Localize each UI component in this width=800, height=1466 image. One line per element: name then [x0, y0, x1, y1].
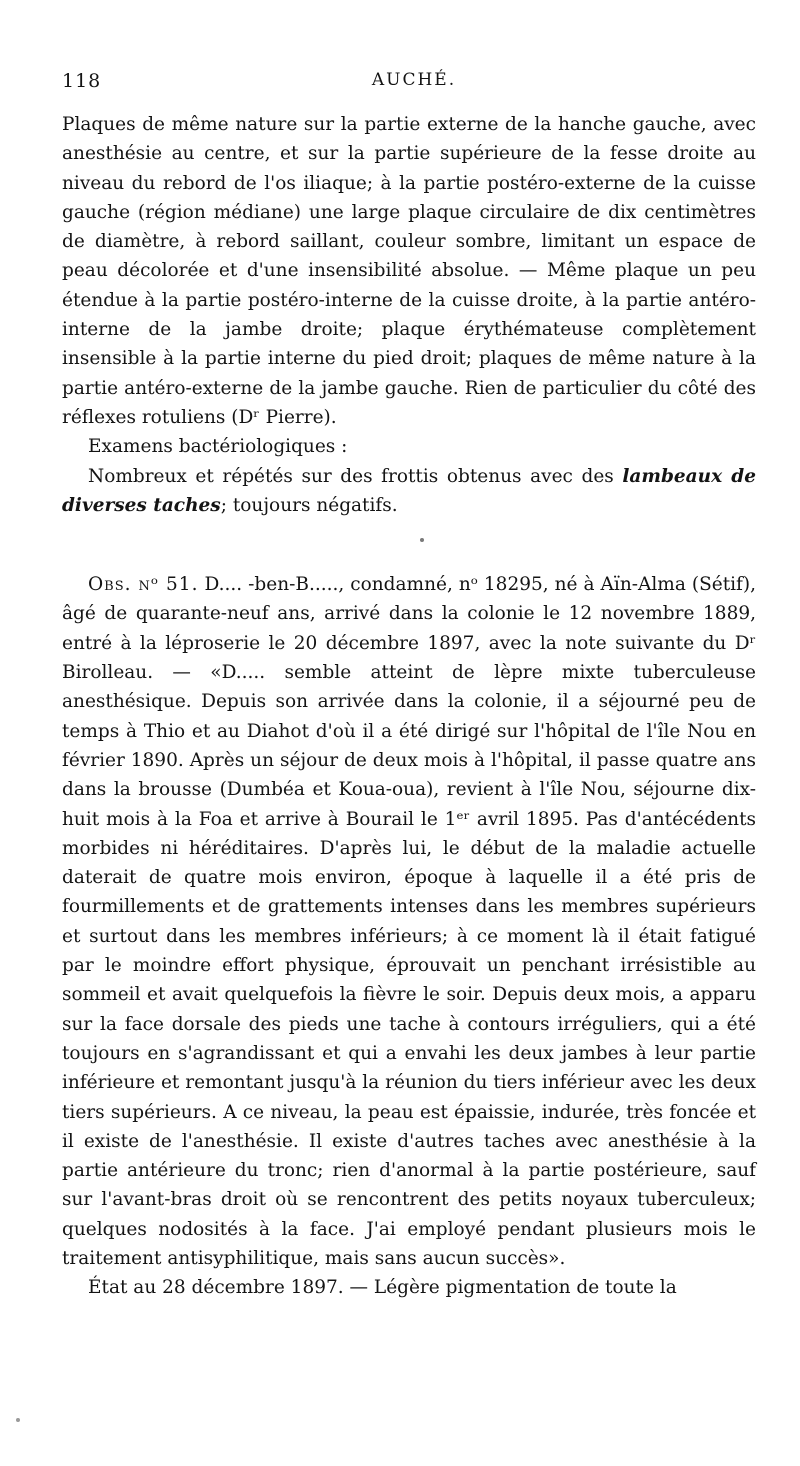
bacteriology-italic: lambeaux de diverses taches: [62, 465, 756, 516]
paragraph-observation-51: [62, 570, 756, 1273]
observation-text: D.... -ben-B....., condamné, nᵒ 18295, né à Aïn-Alma (Sétif), âgé de quarante-neuf ans, arrivé dans la colonie le 12 novembre 1889, entré à la léproserie le 20 décembre 1897, avec la note suivante du Dʳ Birolleau. — «D..... semble atteint de lèpre mixte tuberculeuse anesthésique. Depuis son arrivée dans la colonie, il a séjourné peu de temps à Thio et au Diahot d'où il a été dirigé sur l'hôpital de l'île Nou en février 1890. Après un séjour de deux mois à l'hôpital, il passe quatre ans dans la brousse (Dumbéa et Koua-oua), revient à l'île Nou, séjourne dix-huit mois à la Foa et arrive à Bourail le 1ᵉʳ avril 1895. Pas d'antécédents morbides ni héréditaires. D'après lui, le début de la maladie actuelle daterait de quatre mois environ, époque à laquelle il a été pris de fourmillements et de grattements intenses dans les membres supérieurs et surtout dans les membres inférieurs; à ce moment là il était fatigué par le moindre effort physique, éprouvait un penchant irrésistible au sommeil et avait quelquefois la fièvre le soir. Depuis deux mois, a apparu sur la face dorsale des pieds une tache à contours irréguliers, qui a été toujours en s'agrandissant et qui a envahi les deux jambes à leur partie inférieure et remontant jusqu'à la réunion du tiers inférieur avec les deux tiers supérieurs. A ce niveau, la peau est épaissie, indurée, très foncée et il existe de l'anesthésie. Il existe d'autres taches avec anesthésie à la partie antérieure du tronc; rien d'anormal à la partie postérieure, sauf sur l'avant-bras droit où se rencontrent des petits noyaux tuberculeux; quelques nodosités à la face. J'ai employé pendant plusieurs mois le traitement antisyphilitique, mais sans aucun succès».: [62, 574, 756, 1269]
body-text: [62, 110, 756, 1303]
paragraph-state: État au 28 décembre 1897. — Légère pigmentation de toute la: [88, 1277, 677, 1299]
margin-speck: [16, 1418, 20, 1422]
paragraph-lesion-description: Plaques de même nature sur la partie externe de la hanche gauche, avec anesthésie au centre, et sur la partie supérieure de la fesse droite au niveau du rebord de l'os iliaque; à la partie postéro-externe de la cuisse gauche (région médiane) une large plaque circulaire de dix centimètres de diamètre, à rebord saillant, couleur sombre, limitant un espace de peau décolorée et d'une insensibilité absolue. — Même plaque un peu étendue à la partie postéro-interne de la cuisse droite, à la partie antéro-interne de la jambe droite; plaque érythémateuse complètement insensible à la partie interne du pied droit; plaques de même nature à la partie antéro-externe de la jambe gauche. Rien de particulier du côté des réflexes rotuliens (Dʳ Pierre).: [62, 114, 756, 428]
bacteriology-lead: Nombreux et répétés sur des frottis obtenus avec des: [88, 465, 623, 487]
observation-label: Obs. nᵒ 51.: [88, 574, 199, 596]
running-head: AUCHÉ.: [371, 70, 457, 90]
page-number: 118: [62, 70, 102, 92]
paragraph-bacteriology-heading: Examens bactériologiques :: [88, 436, 348, 458]
paragraph-bacteriology-result: [62, 462, 756, 521]
bacteriology-tail: ; toujours négatifs.: [220, 494, 398, 516]
page-header: [62, 70, 756, 100]
separator-dot: [420, 538, 424, 542]
